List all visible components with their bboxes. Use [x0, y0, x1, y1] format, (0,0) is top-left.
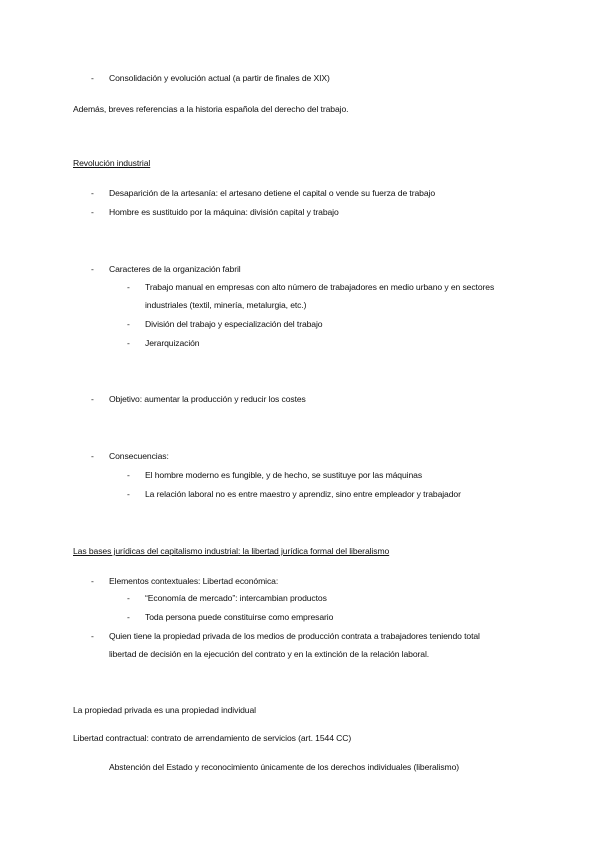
- subbullet-jerarquizacion: Jerarquización: [145, 338, 200, 348]
- bullet-elementos-contextuales: Elementos contextuales: Libertad económica:: [109, 576, 279, 586]
- bullet-dash: -: [91, 576, 94, 586]
- bullet-dash: -: [91, 631, 94, 641]
- paragraph-abstencion-estado: Abstención del Estado y reconocimiento únicamente de los derechos individuales (liberalismo): [109, 762, 460, 772]
- subbullet-dash: -: [127, 489, 130, 499]
- bullet-dash: -: [91, 394, 94, 404]
- subbullet-dash: -: [127, 612, 130, 622]
- heading-revolucion-industrial: Revolución industrial: [73, 158, 151, 168]
- paragraph-propiedad-privada: La propiedad privada es una propiedad individual: [73, 705, 256, 715]
- subbullet-economia-mercado: “Economía de mercado”: intercambian productos: [145, 593, 327, 603]
- subbullet-trabajo-manual-line1: Trabajo manual en empresas con alto número de trabajadores en medio urbano y en sectores: [145, 282, 495, 292]
- bullet-dash: -: [91, 188, 94, 198]
- bullet-quien-tiene-propiedad-line1: Quien tiene la propiedad privada de los medios de producción contrata a trabajadores teniendo total: [109, 631, 480, 641]
- subbullet-hombre-fungible: El hombre moderno es fungible, y de hecho, se sustituye por las máquinas: [145, 470, 423, 480]
- bullet-caracteres-organizacion: Caracteres de la organización fabril: [109, 264, 241, 274]
- subbullet-dash: -: [127, 338, 130, 348]
- bullet-quien-tiene-propiedad-line2: libertad de decisión en la ejecución del contrato y en la extinción de la relación laboral.: [109, 649, 430, 659]
- paragraph-libertad-contractual: Libertad contractual: contrato de arrendamiento de servicios (art. 1544 CC): [73, 733, 352, 743]
- paragraph-ademas: Además, breves referencias a la historia española del derecho del trabajo.: [73, 104, 349, 114]
- subbullet-dash: -: [127, 593, 130, 603]
- bullet-dash: -: [91, 207, 94, 217]
- bullet-desaparicion-artesania: Desaparición de la artesanía: el artesano detiene el capital o vende su fuerza de trabajo: [109, 188, 435, 198]
- bullet-dash: -: [91, 264, 94, 274]
- bullet-objetivo: Objetivo: aumentar la producción y reducir los costes: [109, 394, 306, 404]
- subbullet-trabajo-manual-line2: industriales (textil, minería, metalurgia, etc.): [145, 300, 307, 310]
- heading-bases-juridicas: Las bases jurídicas del capitalismo industrial: la libertad jurídica formal del liberalismo: [73, 546, 390, 556]
- subbullet-dash: -: [127, 319, 130, 329]
- subbullet-relacion-laboral: La relación laboral no es entre maestro y aprendiz, sino entre empleador y trabajador: [145, 489, 461, 499]
- bullet-dash: -: [91, 73, 94, 83]
- subbullet-dash: -: [127, 282, 130, 292]
- bullet-hombre-sustituido: Hombre es sustituido por la máquina: división capital y trabajo: [109, 207, 339, 217]
- subbullet-division-trabajo: División del trabajo y especialización del trabajo: [145, 319, 323, 329]
- subbullet-dash: -: [127, 470, 130, 480]
- subbullet-toda-persona: Toda persona puede constituirse como empresario: [145, 612, 334, 622]
- bullet-consecuencias: Consecuencias:: [109, 451, 169, 461]
- bullet-dash: -: [91, 451, 94, 461]
- bullet-consolidacion: Consolidación y evolución actual (a partir de finales de XIX): [109, 73, 330, 83]
